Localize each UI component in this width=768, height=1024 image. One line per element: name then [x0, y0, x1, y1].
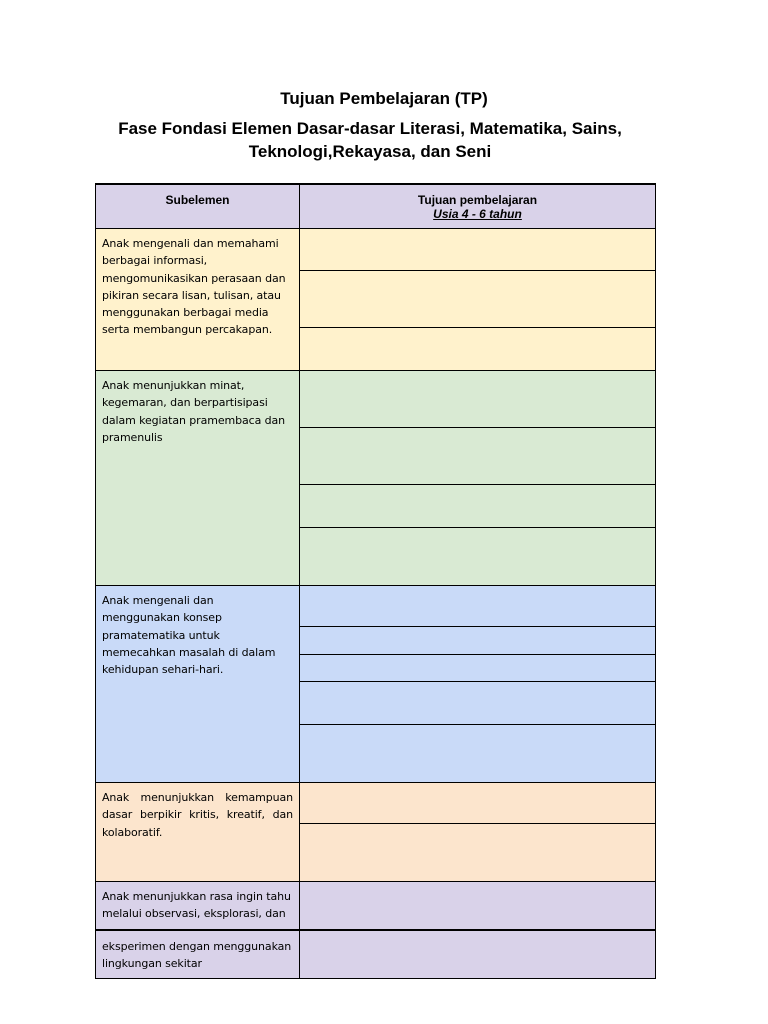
table-row [96, 930, 656, 979]
tujuan-slot [300, 655, 655, 682]
table-row [96, 371, 656, 586]
page-subtitle: Fase Fondasi Elemen Dasar-dasar Literasi, Matematika, Sains, Teknologi,Rekayasa, dan Seni [118, 119, 622, 161]
tujuan-cell [300, 930, 656, 979]
tujuan-cell [300, 783, 656, 882]
header-tujuan: Tujuan pembelajaran Usia 4 - 6 tahun [300, 184, 656, 229]
tujuan-slot [300, 824, 655, 881]
subelemen-cell: Anak menunjukkan rasa ingin tahu melalui observasi, eksplorasi, dan [96, 882, 300, 930]
page-title: Tujuan Pembelajaran (TP) [280, 89, 488, 108]
tujuan-slot [300, 586, 655, 627]
tujuan-cell [300, 882, 656, 930]
tujuan-slot [300, 271, 655, 328]
tujuan-slot [300, 682, 655, 725]
header-age-range: Usia 4 - 6 tahun [433, 207, 522, 221]
header-subelemen: Subelemen [96, 184, 300, 229]
table-row [96, 586, 656, 783]
subelemen-cell: Anak mengenali dan memahami berbagai informasi, mengomunikasikan perasaan dan pikiran secara lisan, tulisan, atau menggunakan berbagai media serta membangun percakapan. [96, 229, 300, 371]
tujuan-slot [300, 371, 655, 428]
table-row [96, 882, 656, 930]
tp-table [95, 183, 656, 979]
tujuan-slot [300, 229, 655, 271]
tujuan-slot [300, 528, 655, 585]
tujuan-slot [300, 328, 655, 370]
subelemen-cell: eksperimen dengan menggunakan lingkungan sekitar [96, 930, 300, 979]
tujuan-cell [300, 371, 656, 586]
tujuan-cell [300, 229, 656, 371]
subelemen-cell: Anak menunjukkan minat, kegemaran, dan berpartisipasi dalam kegiatan pramembaca dan pramenulis [96, 371, 300, 586]
tujuan-slot [300, 485, 655, 528]
tujuan-slot [300, 783, 655, 824]
table-row [96, 783, 656, 882]
table-header-row [96, 184, 656, 229]
tujuan-cell [300, 586, 656, 783]
table-row [96, 229, 656, 371]
subelemen-cell: Anak mengenali dan menggunakan konsep pramatematika untuk memecahkan masalah di dalam kehidupan sehari-hari. [96, 586, 300, 783]
tujuan-slot [300, 627, 655, 655]
tujuan-slot [300, 725, 655, 782]
subelemen-cell: Anak menunjukkan kemampuan dasar berpikir kritis, kreatif, dan kolaboratif. [96, 783, 300, 882]
tujuan-slot [300, 428, 655, 485]
